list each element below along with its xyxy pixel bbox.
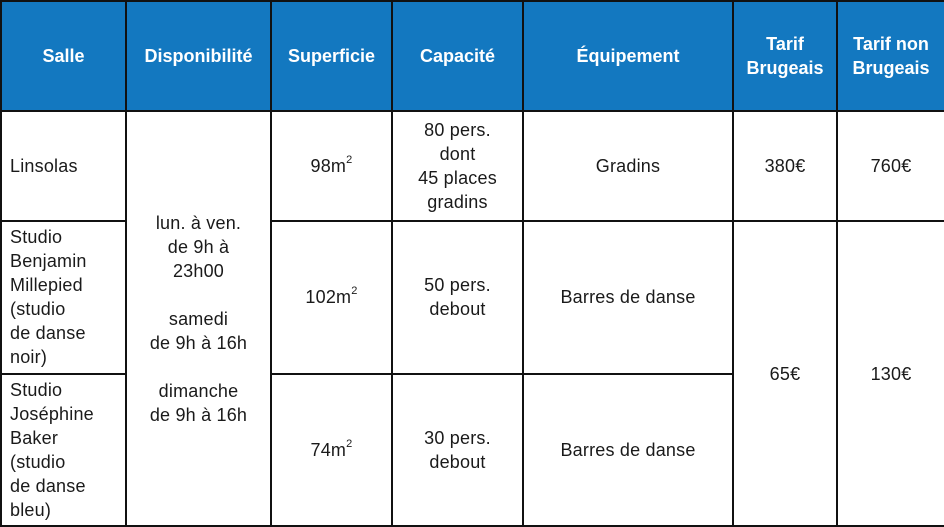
capacity-cell: 30 pers. debout [392, 374, 523, 526]
tarif-brugeais-shared-cell: 65€ [733, 221, 837, 526]
capacity-cell: 80 pers. dont 45 places gradins [392, 111, 523, 221]
area-value: 98m [310, 156, 347, 177]
equipment-cell: Barres de danse [523, 374, 733, 526]
availability-cell: lun. à ven. de 9h à 23h00 samedi de 9h à 16h dimanche de 9h à 16h [126, 111, 271, 526]
header-capacite: Capacité [392, 1, 523, 111]
tarif-non-brugeais-cell: 760€ [837, 111, 944, 221]
header-row [1, 1, 944, 111]
tarif-non-brugeais-shared-cell: 130€ [837, 221, 944, 526]
area-value: 74m [310, 439, 347, 460]
header-disponibilite: Disponibilité [126, 1, 271, 111]
table-row [1, 111, 944, 221]
area-value: 102m [305, 287, 352, 308]
header-superficie: Superficie [271, 1, 392, 111]
room-name: Studio Benjamin Millepied (studio de danse noir) [1, 221, 126, 373]
room-name: Studio Joséphine Baker (studio de danse bleu) [1, 374, 126, 526]
area-exponent: 2 [351, 285, 358, 298]
tarif-brugeais-cell: 380€ [733, 111, 837, 221]
header-tarif-non-brugeais: Tarif non Brugeais [837, 1, 944, 111]
equipment-cell: Gradins [523, 111, 733, 221]
area-cell [271, 111, 392, 221]
header-salle: Salle [1, 1, 126, 111]
header-equipement: Équipement [523, 1, 733, 111]
header-tarif-brugeais: Tarif Brugeais [733, 1, 837, 111]
area-exponent: 2 [346, 154, 353, 167]
area-cell [271, 221, 392, 373]
room-name: Linsolas [1, 111, 126, 221]
equipment-cell: Barres de danse [523, 221, 733, 373]
area-exponent: 2 [346, 437, 353, 450]
capacity-cell: 50 pers. debout [392, 221, 523, 373]
area-cell [271, 374, 392, 526]
